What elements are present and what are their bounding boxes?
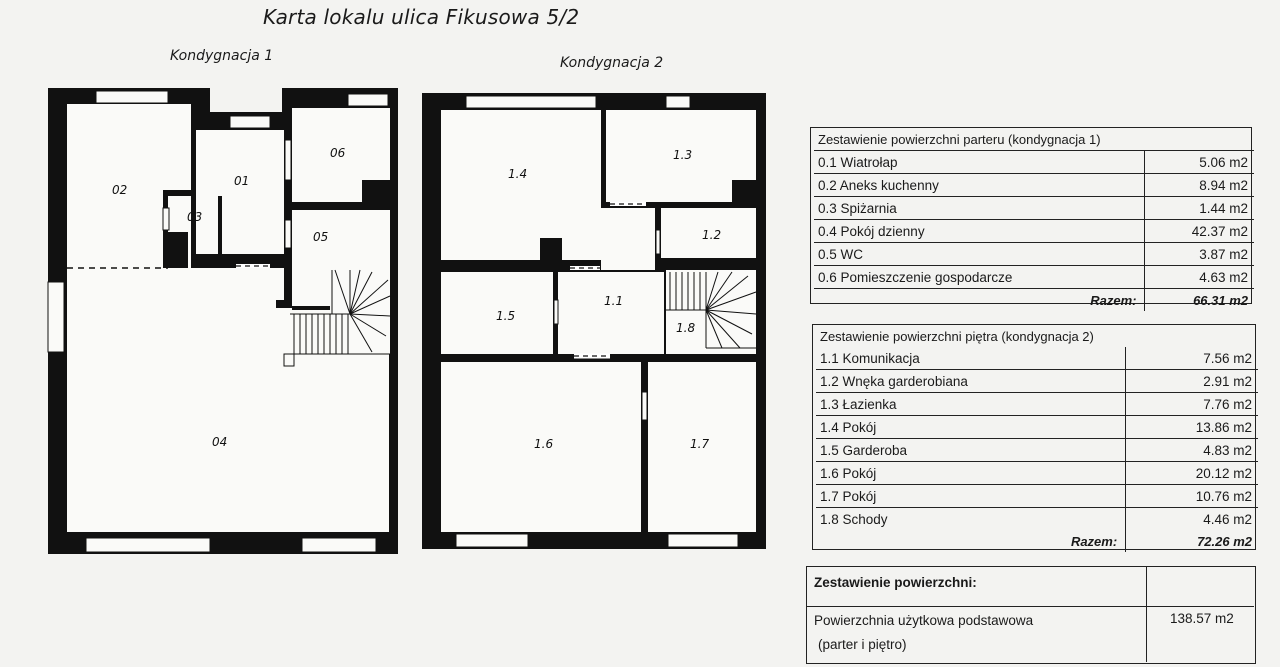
summary-label-sub: (parter i piętro)	[818, 637, 907, 652]
room-label: 1.6	[534, 437, 554, 451]
room-label: 1.1	[604, 294, 624, 308]
parter-sum-row: Razem: 66.31 m2	[814, 289, 1254, 312]
table-row: 1.3 Łazienka 7.76 m2	[816, 393, 1258, 416]
table-row: 1.2 Wnęka garderobiana 2.91 m2	[816, 370, 1258, 393]
table-row: 0.5 WC 3.87 m2	[814, 243, 1254, 266]
table-row: 1.5 Garderoba 4.83 m2	[816, 439, 1258, 462]
room-label: 1.5	[496, 309, 516, 323]
room-label: 1.4	[508, 167, 528, 181]
pietro-header: Zestawienie powierzchni piętra (kondygnacja 2)	[820, 328, 1094, 344]
floor1-label: Kondygnacja 1	[170, 48, 274, 64]
table-row: 0.4 Pokój dzienny 42.37 m2	[814, 220, 1254, 243]
room-label: 1.3	[673, 148, 693, 162]
table-row: 1.4 Pokój 13.86 m2	[816, 416, 1258, 439]
pietro-table	[816, 325, 1258, 552]
table-row: 0.1 Wiatrołap 5.06 m2	[814, 151, 1254, 174]
floor2-label: Kondygnacja 2	[560, 55, 664, 71]
room-label: 06	[330, 146, 346, 160]
table-row: 1.6 Pokój 20.12 m2	[816, 462, 1258, 485]
parter-table	[814, 128, 1254, 311]
room-label: 04	[212, 435, 228, 449]
room-label: 1.2	[702, 228, 722, 242]
pietro-sum-row: Razem: 72.26 m2	[816, 530, 1258, 552]
floor1-plan	[48, 88, 398, 554]
room-label: 1.7	[690, 437, 710, 451]
summary-label: Powierzchnia użytkowa podstawowa	[814, 613, 1034, 628]
table-row: 0.3 Spiżarnia 1.44 m2	[814, 197, 1254, 220]
table-row: 0.6 Pomieszczenie gospodarcze 4.63 m2	[814, 266, 1254, 289]
summary-header: Zestawienie powierzchni:	[814, 575, 977, 590]
room-label: 1.8	[676, 321, 696, 335]
room-label: 03	[187, 210, 203, 224]
room-label: 01	[234, 174, 250, 188]
table-row: 1.8 Schody 4.46 m2	[816, 508, 1258, 531]
page-title: Karta lokalu ulica Fikusowa 5/2	[263, 5, 580, 29]
floor2-plan	[422, 93, 766, 549]
parter-header: Zestawienie powierzchni parteru (kondygnacja 1)	[814, 128, 1254, 151]
table-row: 0.2 Aneks kuchenny 8.94 m2	[814, 174, 1254, 197]
summary-value: 138.57 m2	[1170, 611, 1234, 626]
room-label: 02	[112, 183, 128, 197]
room-label: 05	[313, 230, 329, 244]
table-row: 1.1 Komunikacja 7.56 m2	[816, 347, 1258, 370]
table-row: 1.7 Pokój 10.76 m2	[816, 485, 1258, 508]
